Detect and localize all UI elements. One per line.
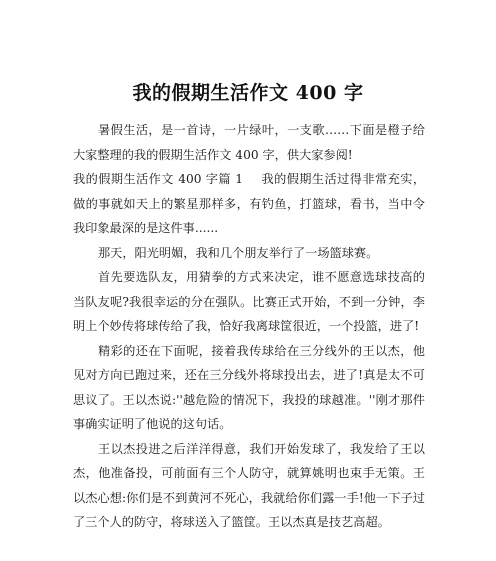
body-paragraph-4: 王以杰投进之后洋洋得意，我们开始发球了，我发给了王以杰，他准备投，可前面有三个人防守，就算姚明也束手无策。王以杰心想:你们是不到黄河不死心，我就给你们露一手!他一下子过了三个人的防守，将球送入了篮筐。王以杰真是技艺高超。	[73, 441, 425, 529]
document-body	[73, 118, 425, 535]
section-paragraph	[73, 167, 425, 241]
section-first-line: 我的假期生活过得非常充实，做的事就如天上的繁星那样多，有钓鱼，打篮球，看书，当中令我印象最深的是这件事......	[73, 172, 426, 235]
section-heading: 我的假期生活作文 400 字篇 1	[73, 172, 244, 186]
body-paragraph-2: 首先要选队友，用猜拳的方式来决定，谁不愿意选球技高的当队友呢?我很幸运的分在强队。比赛正式开始，不到一分钟，李明上个妙传将球传给了我，恰好我离球筐很近，一个投篮，进了!	[73, 270, 425, 333]
intro-paragraph: 暑假生活，是一首诗，一片绿叶，一支歌……下面是橙子给大家整理的我的假期生活作文 400 字，供大家参阅!	[73, 123, 425, 162]
body-paragraph-1: 那天，阳光明媚，我和几个朋友举行了一场篮球赛。	[98, 245, 379, 260]
document-title: 我的假期生活作文 400 字	[132, 82, 364, 104]
body-paragraph-3: 精彩的还在下面呢，接着我传球给在三分线外的王以杰，他见对方向已跑过来，还在三分线外将球投出去，进了!真是太不可思议了。王以杰说:''越危险的情况下，我投的球越准。''刚才那件事确实证明了他说的这句话。	[73, 343, 425, 431]
